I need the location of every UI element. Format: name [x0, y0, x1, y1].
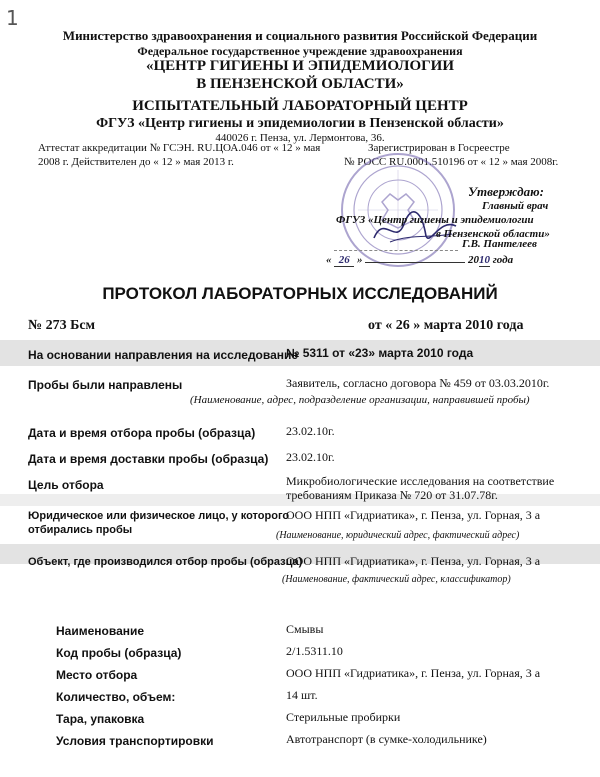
- accreditation-line-1: Аттестат аккредитации № ГСЭН. RU.ЦОА.046 от « 12 » мая: [38, 142, 321, 154]
- approval-title: Утверждаю:: [468, 184, 544, 199]
- approval-name: Г.В. Пантелеев: [462, 238, 537, 250]
- federal-line: Федеральное государственное учреждение здравоохранения: [137, 44, 463, 58]
- row-label: Объект, где производился отбор пробы (образца): [28, 556, 303, 568]
- sample-value: Автотранспорт (в сумке-холодильнике): [286, 732, 487, 746]
- sample-label: Тара, упаковка: [56, 712, 145, 726]
- sample-value: ООО НПП «Гидриатика», г. Пенза, ул. Горная, 3 а: [286, 666, 541, 680]
- margin-mark: 1: [6, 6, 19, 30]
- approval-date-day: 26: [334, 254, 354, 267]
- row-label: отбирались пробы: [28, 524, 133, 536]
- row-label: Пробы были направлены: [28, 378, 183, 392]
- sample-value: 2/1.5311.10: [286, 644, 343, 658]
- approval-date-month-line: [365, 262, 465, 263]
- row-value: ООО НПП «Гидриатика», г. Пенза, ул. Горная, 3 а: [286, 508, 541, 522]
- sample-label: Код пробы (образца): [56, 646, 182, 660]
- lab-org: ФГУЗ «Центр гигиены и эпидемиологии в Пензенской области»: [96, 116, 504, 131]
- approval-org-line-1: ФГУЗ «Центр гигиены и эпидемиологии: [336, 214, 534, 226]
- row-value: 23.02.10г.: [286, 450, 335, 464]
- approval-position: Главный врач: [482, 200, 549, 212]
- approval-date: « 26 » 2010 года: [326, 254, 514, 266]
- ministry-line: Министерство здравоохранения и социального развития Российской Федерации: [62, 28, 538, 43]
- row-value: ООО НПП «Гидриатика», г. Пенза, ул. Горная, 3 а: [286, 554, 541, 568]
- row-value: Заявитель, согласно договора № 459 от 03.03.2010г.: [286, 376, 550, 390]
- row-label: Юридическое или физическое лицо, у которого: [28, 510, 290, 522]
- row-label: Дата и время отбора пробы (образца): [28, 426, 256, 440]
- row-value: Микробиологические исследования на соответствие: [286, 474, 555, 488]
- sample-value: 14 шт.: [286, 688, 318, 702]
- signature-line: [334, 250, 458, 251]
- row-label: На основании направления на исследование: [28, 348, 299, 362]
- protocol-date: от « 26 » марта 2010 года: [368, 318, 524, 333]
- sample-value: Смывы: [286, 622, 324, 636]
- sample-value: Стерильные пробирки: [286, 710, 401, 724]
- row-value: № 5311 от «23» марта 2010 года: [286, 346, 474, 360]
- sample-label: Место отбора: [56, 668, 138, 682]
- row-note: (Наименование, адрес, подразделение организации, направившей пробы): [190, 394, 530, 406]
- center-line-2: В ПЕНЗЕНСКОЙ ОБЛАСТИ»: [196, 76, 404, 92]
- registered-line-2: № РОСС RU.0001.510196 от « 12 » мая 2008г.: [344, 156, 559, 168]
- approval-date-year: 10: [479, 254, 490, 266]
- lab-title: ИСПЫТАТЕЛЬНЫЙ ЛАБОРАТОРНЫЙ ЦЕНТР: [132, 98, 468, 114]
- row-note: (Наименование, юридический адрес, фактический адрес): [276, 530, 520, 541]
- accreditation-line-2: 2008 г. Действителен до « 12 » мая 2013 г.: [38, 156, 234, 168]
- sample-label: Условия транспортировки: [56, 734, 214, 748]
- center-line-1: «ЦЕНТР ГИГИЕНЫ И ЭПИДЕМИОЛОГИИ: [145, 58, 455, 74]
- registered-line-1: Зарегистрирован в Госреестре: [368, 142, 510, 154]
- sample-label: Количество, объем:: [56, 690, 176, 704]
- row-label: Дата и время доставки пробы (образца): [28, 452, 269, 466]
- protocol-title: ПРОТОКОЛ ЛАБОРАТОРНЫХ ИССЛЕДОВАНИЙ: [102, 284, 498, 303]
- row-value: 23.02.10г.: [286, 424, 335, 438]
- address: 440026 г. Пенза, ул. Лермонтова, 36.: [215, 132, 385, 144]
- approval-org-line-2: в Пензенской области»: [436, 228, 550, 240]
- protocol-number: № 273 Бсм: [28, 318, 96, 333]
- row-note: (Наименование, фактический адрес, классификатор): [282, 574, 511, 585]
- row-label: Цель отбора: [28, 478, 104, 492]
- row-value: требованиям Приказа № 720 от 31.07.78г.: [286, 488, 498, 502]
- sample-label: Наименование: [56, 624, 145, 638]
